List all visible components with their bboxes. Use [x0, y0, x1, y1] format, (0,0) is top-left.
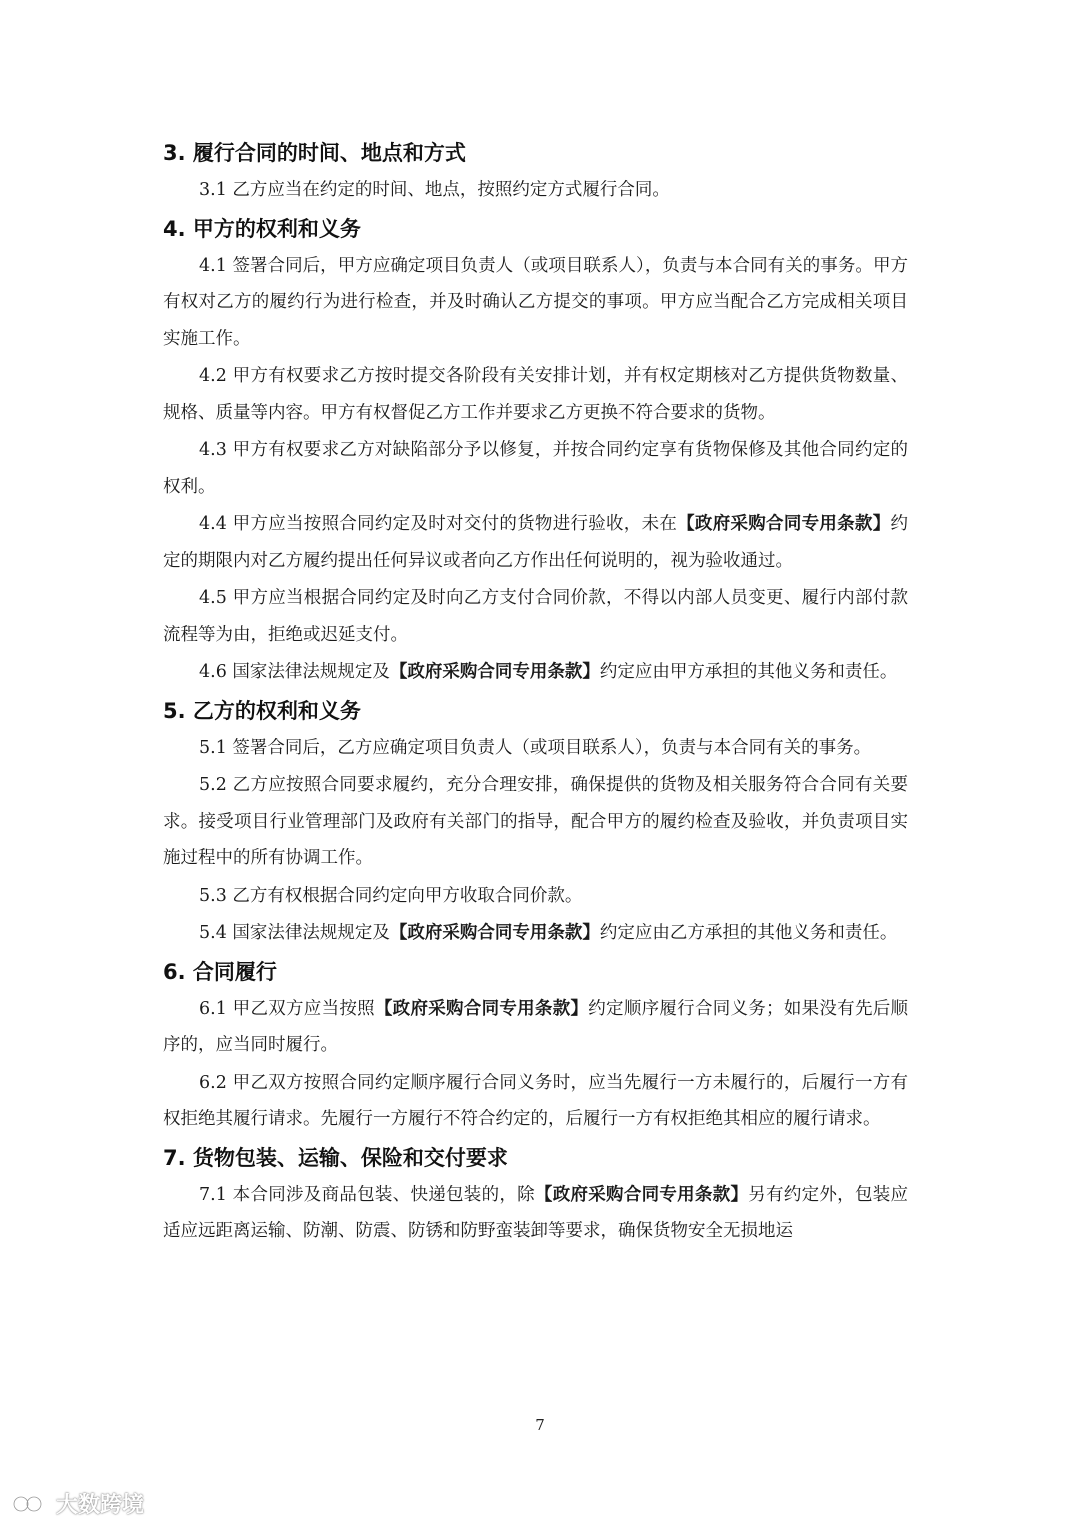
- clause-text: 6.1 甲乙双方应当按照: [199, 998, 375, 1019]
- clause-text: 5.2 乙方应按照合同要求履约，充分合理安排，确保提供的货物及相关服务符合合同有关要求。接受项目行业管理部门及政府有关部门的指导，配合甲方的履约检查及验收，并负责项目实施过程中的所有协调工作。: [163, 775, 908, 868]
- bold-term: 【政府采购合同专用条款】: [374, 998, 589, 1019]
- clause-paragraph: [163, 654, 908, 691]
- clause-paragraph: [163, 172, 908, 209]
- clause-text: 5.4 国家法律法规规定及: [199, 923, 390, 943]
- clause-text: 3.1 乙方应当在约定的时间、地点，按照约定方式履行合同。: [199, 180, 670, 200]
- clause-text: 5.3 乙方有权根据合同约定向甲方收取合同价款。: [199, 885, 583, 906]
- clause-paragraph: [163, 1065, 908, 1138]
- clause-text: 4.6 国家法律法规规定及: [199, 662, 390, 682]
- clause-text: 4.5 甲方应当根据合同约定及时向乙方支付合同价款，不得以内部人员变更、履行内部付款流程等为由，拒绝或迟延支付。: [163, 588, 908, 645]
- document-body: [163, 134, 908, 1251]
- brand-logo-icon: [12, 1491, 48, 1517]
- clause-text: 约定应由甲方承担的其他义务和责任。: [599, 662, 898, 682]
- clause-paragraph: [163, 248, 908, 358]
- clause-paragraph: [163, 358, 908, 431]
- bold-term: 【政府采购合同专用条款】: [677, 514, 891, 534]
- clause-paragraph: [163, 1177, 908, 1250]
- clause-paragraph: [163, 878, 908, 915]
- clause-text: 4.2 甲方有权要求乙方按时提交各阶段有关安排计划，并有权定期核对乙方提供货物数量、规格、质量等内容。甲方有权督促乙方工作并要求乙方更换不符合要求的货物。: [163, 366, 908, 423]
- clause-text: 4.3 甲方有权要求乙方对缺陷部分予以修复，并按合同约定享有货物保修及其他合同约定的权利。: [163, 440, 908, 497]
- clause-paragraph: [163, 432, 908, 505]
- clause-paragraph: [163, 991, 908, 1064]
- section-heading: 5. 乙方的权利和义务: [163, 698, 361, 723]
- clause-text: 6.2 甲乙双方按照合同约定顺序履行合同义务时，应当先履行一方未履行的，后履行一方有权拒绝其履行请求。先履行一方履行不符合约定的，后履行一方有权拒绝其相应的履行请求。: [163, 1072, 908, 1129]
- section-heading: 3. 履行合同的时间、地点和方式: [163, 141, 466, 165]
- section-heading: 4. 甲方的权利和义务: [163, 216, 361, 241]
- bold-term: 【政府采购合同专用条款】: [389, 662, 600, 682]
- clause-text: 4.1 签署合同后，甲方应确定项目负责人（或项目联系人），负责与本合同有关的事务。甲方有权对乙方的履约行为进行检查，并及时确认乙方提交的事项。甲方应当配合乙方完成相关项目实施工作。: [163, 255, 908, 349]
- section-heading: 7. 货物包装、运输、保险和交付要求: [163, 1145, 508, 1170]
- page-number: 7: [535, 1416, 545, 1434]
- clause-text: 约定应由乙方承担的其他义务和责任。: [599, 923, 898, 943]
- clause-paragraph: [163, 730, 908, 767]
- bold-term: 【政府采购合同专用条款】: [534, 1184, 749, 1205]
- clause-text: 约定的期限内对乙方履约提出任何异议或者向乙方作出任何说明的，视为验收通过。: [163, 514, 908, 571]
- clause-paragraph: [163, 506, 908, 579]
- section-heading: 6. 合同履行: [163, 959, 277, 984]
- clause-paragraph: [163, 580, 908, 653]
- bold-term: 【政府采购合同专用条款】: [389, 923, 600, 943]
- watermark: [12, 1488, 144, 1519]
- clause-text: 5.1 签署合同后，乙方应确定项目负责人（或项目联系人），负责与本合同有关的事务。: [199, 737, 872, 758]
- clause-text: 另有约定外，包装应适应远距离运输、防潮、防震、防锈和防野蛮装卸等要求，确保货物安全无损地运: [163, 1184, 909, 1241]
- clause-text: 4.4 甲方应当按照合同约定及时对交付的货物进行验收，未在: [199, 514, 678, 534]
- clause-text: 7.1 本合同涉及商品包装、快递包装的，除: [199, 1184, 535, 1205]
- watermark-text: 大数跨境: [56, 1493, 145, 1518]
- clause-paragraph: [163, 915, 908, 952]
- clause-text: 约定顺序履行合同义务；如果没有先后顺序的，应当同时履行。: [163, 998, 909, 1055]
- clause-paragraph: [163, 767, 908, 877]
